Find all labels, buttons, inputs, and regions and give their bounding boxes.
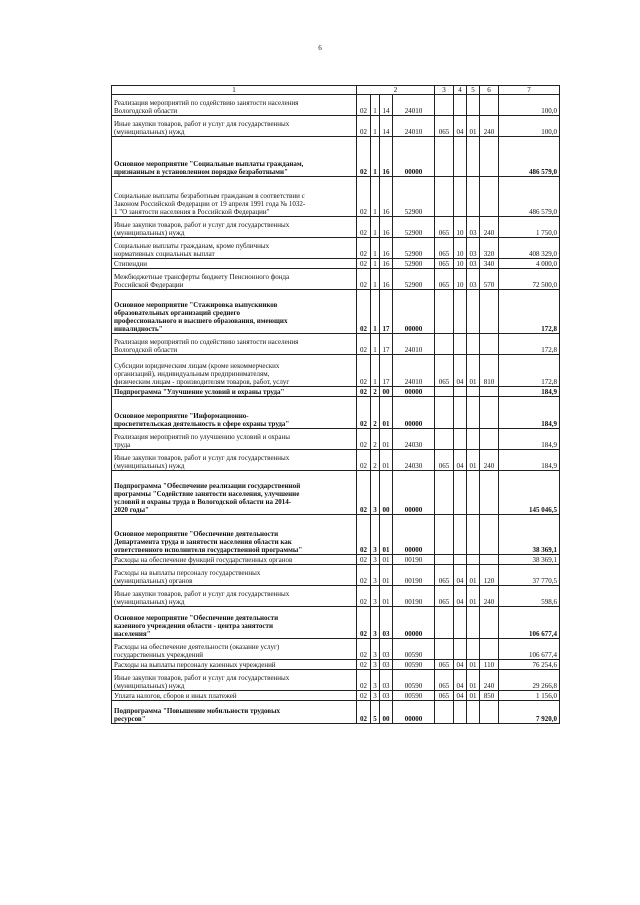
row-amount: 184,9 — [499, 450, 560, 471]
header-col-5: 5 — [467, 86, 480, 95]
code-direction: 52900 — [393, 259, 435, 269]
table-row — [112, 555, 560, 565]
code-section — [454, 334, 467, 355]
code-subsection — [467, 95, 480, 116]
code-department — [435, 334, 454, 355]
code-program: 02 — [357, 177, 371, 217]
code-subsection: 01 — [467, 691, 480, 701]
page-number: 6 — [318, 44, 322, 52]
code-program: 02 — [357, 238, 371, 259]
code-expense-type — [480, 515, 499, 555]
code-section: 04 — [454, 691, 467, 701]
code-event: 03 — [380, 639, 393, 660]
row-name: Расходы на выплаты персоналу казенных учреждений — [112, 660, 357, 670]
code-subprogram: 3 — [371, 660, 380, 670]
table-row — [112, 660, 560, 670]
table-row — [112, 238, 560, 259]
code-direction: 00590 — [393, 639, 435, 660]
code-direction: 00590 — [393, 670, 435, 691]
code-subsection — [467, 334, 480, 355]
code-expense-type — [480, 290, 499, 334]
code-expense-type — [480, 95, 499, 116]
row-amount: 106 677,4 — [499, 639, 560, 660]
code-program: 02 — [357, 586, 371, 607]
code-subprogram: 3 — [371, 691, 380, 701]
code-department — [435, 387, 454, 397]
row-amount: 1 750,0 — [499, 217, 560, 238]
table-row — [112, 471, 560, 515]
code-department: 065 — [435, 269, 454, 290]
code-section: 10 — [454, 217, 467, 238]
code-subsection — [467, 387, 480, 397]
code-program: 02 — [357, 670, 371, 691]
code-event: 01 — [380, 565, 393, 586]
code-program: 02 — [357, 691, 371, 701]
code-section: 04 — [454, 565, 467, 586]
code-section: 04 — [454, 116, 467, 137]
code-subsection — [467, 137, 480, 177]
code-subsection: 01 — [467, 660, 480, 670]
row-amount: 38 369,1 — [499, 515, 560, 555]
code-direction: 24010 — [393, 116, 435, 137]
code-subsection — [467, 397, 480, 429]
code-expense-type: 850 — [480, 691, 499, 701]
code-department — [435, 639, 454, 660]
code-direction: 00000 — [393, 607, 435, 639]
row-name: Основное мероприятие "Обеспечение деятельности Департамента труда и занятости населения области как ответственного исполнителя государственной программы" — [112, 515, 357, 555]
code-direction: 24030 — [393, 429, 435, 450]
table-row — [112, 259, 560, 269]
table-row — [112, 429, 560, 450]
code-event: 16 — [380, 259, 393, 269]
code-subprogram: 3 — [371, 471, 380, 515]
row-amount: 408 329,0 — [499, 238, 560, 259]
code-subprogram: 1 — [371, 95, 380, 116]
row-amount: 37 770,5 — [499, 565, 560, 586]
row-amount: 29 266,8 — [499, 670, 560, 691]
code-direction: 52900 — [393, 238, 435, 259]
code-subsection — [467, 555, 480, 565]
row-name: Подпрограмма "Улучшение условий и охраны труда" — [112, 387, 357, 397]
header-col-3: 3 — [435, 86, 454, 95]
row-name: Подпрограмма "Обеспечение реализации государственной программы "Содействие занятости населения, улучшение условий и охраны труда в Вологодской области на 2014- 2020 годы" — [112, 471, 357, 515]
row-amount: 100,0 — [499, 116, 560, 137]
row-name: Межбюджетные трансферты бюджету Пенсионного фонда Российской Федерации — [112, 269, 357, 290]
code-event: 00 — [380, 701, 393, 724]
code-department: 065 — [435, 259, 454, 269]
code-event: 01 — [380, 515, 393, 555]
code-department: 065 — [435, 450, 454, 471]
code-direction: 00000 — [393, 387, 435, 397]
code-department: 065 — [435, 565, 454, 586]
row-amount: 1 156,0 — [499, 691, 560, 701]
code-program: 02 — [357, 290, 371, 334]
table-row — [112, 177, 560, 217]
code-department — [435, 701, 454, 724]
code-program: 02 — [357, 701, 371, 724]
code-subprogram: 1 — [371, 334, 380, 355]
code-direction: 52900 — [393, 269, 435, 290]
row-name: Подпрограмма "Повышение мобильности трудовых ресурсов" — [112, 701, 357, 724]
code-subprogram: 5 — [371, 701, 380, 724]
code-direction: 00590 — [393, 660, 435, 670]
code-direction: 52900 — [393, 217, 435, 238]
code-section — [454, 701, 467, 724]
row-name: Реализация мероприятий по содействию занятости населения Вологодской области — [112, 95, 357, 116]
code-event: 03 — [380, 670, 393, 691]
code-event: 01 — [380, 450, 393, 471]
code-subsection: 03 — [467, 217, 480, 238]
code-subsection — [467, 177, 480, 217]
table-row — [112, 607, 560, 639]
code-subprogram: 1 — [371, 116, 380, 137]
code-department: 065 — [435, 586, 454, 607]
code-department — [435, 137, 454, 177]
row-name: Расходы на выплаты персоналу государственных (муниципальных) органов — [112, 565, 357, 586]
code-subsection: 03 — [467, 259, 480, 269]
code-subsection: 01 — [467, 355, 480, 387]
row-name: Основное мероприятие "Стажировка выпускников образовательных организаций среднего профессионального и высшего образования, имеющих инвалидность" — [112, 290, 357, 334]
code-section: 04 — [454, 660, 467, 670]
code-program: 02 — [357, 515, 371, 555]
code-event: 01 — [380, 397, 393, 429]
code-section — [454, 639, 467, 660]
code-subsection: 01 — [467, 116, 480, 137]
code-subprogram: 1 — [371, 269, 380, 290]
code-expense-type — [480, 701, 499, 724]
code-program: 02 — [357, 334, 371, 355]
code-direction: 00590 — [393, 691, 435, 701]
row-name: Основное мероприятие "Информационно- просветительская деятельность в сфере охраны труда" — [112, 397, 357, 429]
header-col-4: 4 — [454, 86, 467, 95]
row-amount: 76 254,6 — [499, 660, 560, 670]
code-section: 04 — [454, 586, 467, 607]
code-section — [454, 177, 467, 217]
code-program: 02 — [357, 387, 371, 397]
table-row — [112, 269, 560, 290]
code-subprogram: 1 — [371, 355, 380, 387]
code-expense-type — [480, 429, 499, 450]
code-expense-type — [480, 137, 499, 177]
table-row — [112, 670, 560, 691]
code-section — [454, 397, 467, 429]
code-event: 17 — [380, 334, 393, 355]
code-expense-type — [480, 334, 499, 355]
code-program: 02 — [357, 269, 371, 290]
table-row — [112, 586, 560, 607]
code-program: 02 — [357, 429, 371, 450]
code-direction: 00000 — [393, 397, 435, 429]
code-expense-type: 240 — [480, 217, 499, 238]
code-subsection — [467, 429, 480, 450]
code-expense-type: 240 — [480, 586, 499, 607]
row-amount: 486 579,0 — [499, 177, 560, 217]
code-section: 04 — [454, 670, 467, 691]
code-section: 04 — [454, 450, 467, 471]
code-section — [454, 515, 467, 555]
code-direction: 24010 — [393, 95, 435, 116]
code-expense-type — [480, 639, 499, 660]
code-expense-type — [480, 607, 499, 639]
code-expense-type: 340 — [480, 259, 499, 269]
code-program: 02 — [357, 397, 371, 429]
row-amount: 4 000,0 — [499, 259, 560, 269]
code-subprogram: 1 — [371, 290, 380, 334]
code-subsection — [467, 471, 480, 515]
code-direction: 00000 — [393, 290, 435, 334]
code-expense-type: 570 — [480, 269, 499, 290]
code-subsection: 01 — [467, 450, 480, 471]
code-expense-type — [480, 397, 499, 429]
table-row — [112, 95, 560, 116]
code-department: 065 — [435, 691, 454, 701]
code-subprogram: 1 — [371, 238, 380, 259]
code-section — [454, 387, 467, 397]
code-subprogram: 3 — [371, 565, 380, 586]
code-event: 16 — [380, 238, 393, 259]
code-program: 02 — [357, 217, 371, 238]
code-event: 01 — [380, 586, 393, 607]
code-program: 02 — [357, 116, 371, 137]
code-subsection: 01 — [467, 670, 480, 691]
code-program: 02 — [357, 450, 371, 471]
code-department: 065 — [435, 660, 454, 670]
code-section — [454, 555, 467, 565]
code-section — [454, 290, 467, 334]
code-direction: 24030 — [393, 450, 435, 471]
row-amount: 172,8 — [499, 290, 560, 334]
code-department: 065 — [435, 238, 454, 259]
code-program: 02 — [357, 565, 371, 586]
row-amount: 184,9 — [499, 387, 560, 397]
code-event: 14 — [380, 116, 393, 137]
code-event: 17 — [380, 355, 393, 387]
code-subsection — [467, 607, 480, 639]
row-name: Социальные выплаты безработным гражданам в соответствии с Законом Российской Федерации от 19 апреля 1991 года № 1032- 1 "О занятости населения в Российской Федерации" — [112, 177, 357, 217]
code-program: 02 — [357, 607, 371, 639]
row-amount: 38 369,1 — [499, 555, 560, 565]
code-section — [454, 137, 467, 177]
row-name: Субсидии юридическим лицам (кроме некоммерческих организаций), индивидуальным предпринимателям, физическим лицам - производителям товаров, работ, услуг — [112, 355, 357, 387]
code-department: 065 — [435, 217, 454, 238]
row-name: Социальные выплаты гражданам, кроме публичных нормативных социальных выплат — [112, 238, 357, 259]
code-section — [454, 429, 467, 450]
code-program: 02 — [357, 355, 371, 387]
row-name: Иные закупки товаров, работ и услуг для государственных (муниципальных) нужд — [112, 217, 357, 238]
code-department: 065 — [435, 116, 454, 137]
code-expense-type: 120 — [480, 565, 499, 586]
budget-table — [111, 85, 560, 724]
code-subsection — [467, 290, 480, 334]
row-name: Реализация мероприятий по содействию занятости населения Вологодской области — [112, 334, 357, 355]
row-amount: 598,6 — [499, 586, 560, 607]
row-amount: 184,9 — [499, 429, 560, 450]
row-amount: 106 677,4 — [499, 607, 560, 639]
table-row — [112, 565, 560, 586]
code-department — [435, 429, 454, 450]
code-subsection: 03 — [467, 269, 480, 290]
code-direction: 00000 — [393, 701, 435, 724]
code-direction: 52900 — [393, 177, 435, 217]
code-direction: 00000 — [393, 137, 435, 177]
table-row — [112, 116, 560, 137]
code-event: 16 — [380, 137, 393, 177]
code-subprogram: 2 — [371, 397, 380, 429]
row-amount: 184,9 — [499, 397, 560, 429]
code-event: 01 — [380, 555, 393, 565]
code-direction: 00190 — [393, 586, 435, 607]
row-name: Иные закупки товаров, работ и услуг для государственных (муниципальных) нужд — [112, 116, 357, 137]
code-event: 16 — [380, 269, 393, 290]
code-direction: 00190 — [393, 565, 435, 586]
header-col-7: 7 — [499, 86, 560, 95]
code-section: 10 — [454, 238, 467, 259]
code-department — [435, 471, 454, 515]
code-program: 02 — [357, 555, 371, 565]
code-event: 00 — [380, 471, 393, 515]
code-subsection — [467, 639, 480, 660]
code-subsection: 03 — [467, 238, 480, 259]
code-event: 03 — [380, 660, 393, 670]
row-amount: 172,8 — [499, 334, 560, 355]
header-col-1: 1 — [112, 86, 357, 95]
code-subprogram: 2 — [371, 387, 380, 397]
row-amount: 172,8 — [499, 355, 560, 387]
code-department — [435, 607, 454, 639]
code-expense-type — [480, 471, 499, 515]
table-row — [112, 290, 560, 334]
row-name: Основное мероприятие "Обеспечение деятельности казенного учреждения области - центра занятости населения" — [112, 607, 357, 639]
code-expense-type: 240 — [480, 116, 499, 137]
code-expense-type: 810 — [480, 355, 499, 387]
table-header-row — [112, 86, 560, 95]
header-col-6: 6 — [480, 86, 499, 95]
code-subprogram: 1 — [371, 177, 380, 217]
row-amount: 486 579,0 — [499, 137, 560, 177]
code-expense-type: 110 — [480, 660, 499, 670]
code-subsection — [467, 701, 480, 724]
code-expense-type — [480, 387, 499, 397]
row-name: Реализация мероприятий по улучшению условий и охраны труда — [112, 429, 357, 450]
code-subprogram: 3 — [371, 586, 380, 607]
code-event: 17 — [380, 290, 393, 334]
code-subprogram: 3 — [371, 607, 380, 639]
code-section — [454, 95, 467, 116]
code-subprogram: 2 — [371, 450, 380, 471]
table-row — [112, 450, 560, 471]
code-department — [435, 397, 454, 429]
code-section: 10 — [454, 259, 467, 269]
code-subprogram: 3 — [371, 515, 380, 555]
code-expense-type — [480, 555, 499, 565]
code-department — [435, 177, 454, 217]
code-program: 02 — [357, 95, 371, 116]
code-direction: 00190 — [393, 555, 435, 565]
row-name: Основное мероприятие "Социальные выплаты гражданам, признанным в установленном порядке безработными" — [112, 137, 357, 177]
table-row — [112, 334, 560, 355]
table-row — [112, 387, 560, 397]
table-row — [112, 515, 560, 555]
code-direction: 00000 — [393, 471, 435, 515]
code-event: 16 — [380, 217, 393, 238]
table-row — [112, 701, 560, 724]
code-event: 03 — [380, 607, 393, 639]
table-row — [112, 137, 560, 177]
row-name: Иные закупки товаров, работ и услуг для государственных (муниципальных) нужд — [112, 586, 357, 607]
code-program: 02 — [357, 137, 371, 177]
code-event: 01 — [380, 429, 393, 450]
row-name: Стипендии — [112, 259, 357, 269]
code-event: 14 — [380, 95, 393, 116]
code-expense-type: 240 — [480, 670, 499, 691]
code-event: 00 — [380, 387, 393, 397]
code-section: 10 — [454, 269, 467, 290]
code-subprogram: 3 — [371, 555, 380, 565]
code-department — [435, 555, 454, 565]
row-amount: 72 500,0 — [499, 269, 560, 290]
code-expense-type — [480, 177, 499, 217]
code-subprogram: 1 — [371, 137, 380, 177]
row-name: Уплата налогов, сборов и иных платежей — [112, 691, 357, 701]
code-subprogram: 2 — [371, 429, 380, 450]
code-subprogram: 1 — [371, 259, 380, 269]
row-amount: 100,0 — [499, 95, 560, 116]
code-department — [435, 95, 454, 116]
code-expense-type: 320 — [480, 238, 499, 259]
code-direction: 24010 — [393, 355, 435, 387]
code-expense-type: 240 — [480, 450, 499, 471]
code-direction: 00000 — [393, 515, 435, 555]
row-name: Иные закупки товаров, работ и услуг для государственных (муниципальных) нужд — [112, 670, 357, 691]
code-department: 065 — [435, 355, 454, 387]
code-subprogram: 1 — [371, 217, 380, 238]
code-event: 03 — [380, 691, 393, 701]
row-amount: 7 920,0 — [499, 701, 560, 724]
table-row — [112, 355, 560, 387]
code-department — [435, 290, 454, 334]
table-row — [112, 639, 560, 660]
code-department: 065 — [435, 670, 454, 691]
code-subsection — [467, 515, 480, 555]
row-amount: 145 046,5 — [499, 471, 560, 515]
code-program: 02 — [357, 259, 371, 269]
code-department — [435, 515, 454, 555]
code-section — [454, 471, 467, 515]
table-row — [112, 217, 560, 238]
code-subsection: 01 — [467, 565, 480, 586]
row-name: Расходы на обеспечение деятельности (оказание услуг) государственных учреждений — [112, 639, 357, 660]
code-subprogram: 3 — [371, 670, 380, 691]
table-row — [112, 397, 560, 429]
code-section: 04 — [454, 355, 467, 387]
code-program: 02 — [357, 639, 371, 660]
code-direction: 24010 — [393, 334, 435, 355]
code-event: 16 — [380, 177, 393, 217]
code-section — [454, 607, 467, 639]
code-program: 02 — [357, 660, 371, 670]
row-name: Иные закупки товаров, работ и услуг для государственных (муниципальных) нужд — [112, 450, 357, 471]
header-col-2: 2 — [357, 86, 435, 95]
code-subprogram: 3 — [371, 639, 380, 660]
code-subsection: 01 — [467, 586, 480, 607]
row-name: Расходы на обеспечение функций государственных органов — [112, 555, 357, 565]
table-row — [112, 691, 560, 701]
code-program: 02 — [357, 471, 371, 515]
